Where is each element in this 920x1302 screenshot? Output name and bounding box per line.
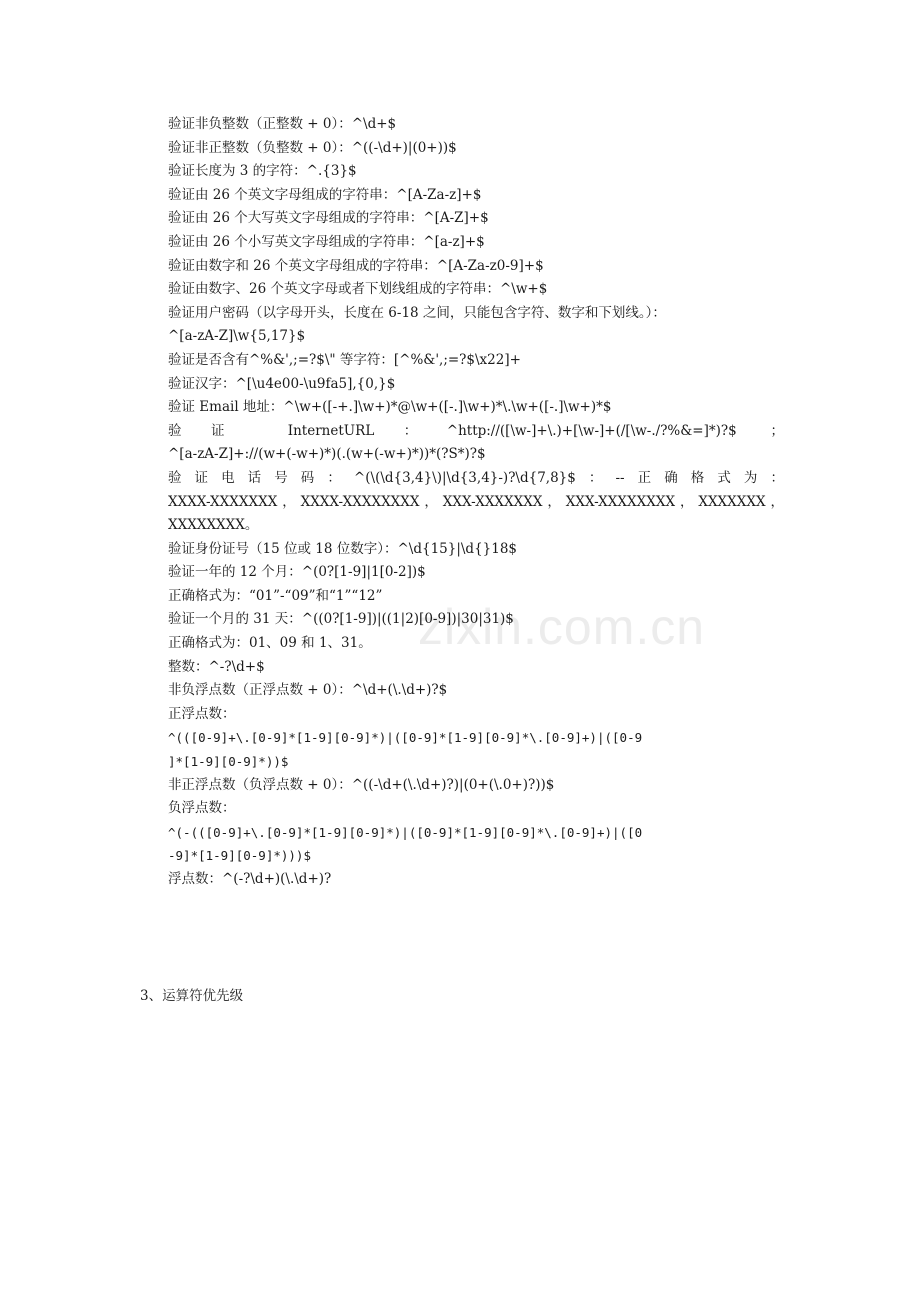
regex-line-length-3: 验证长度为 3 的字符：^.{3}$ [168, 163, 357, 180]
regex-list [168, 113, 784, 892]
regex-line-id-number: 验证身份证号（15 位或 18 位数字）：^\d{15}|\d{}18$ [168, 540, 518, 557]
regex-line-alphanumeric: 验证由数字和 26 个英文字母组成的字符串：^[A-Za-z0-9]+$ [168, 257, 544, 274]
regex-line-nonnegative-float: 非负浮点数（正浮点数 + 0）：^\d+(\.\d+)?$ [168, 682, 448, 699]
regex-line-url-alt: ^[a-zA-Z]+://(w+(-w+)*)(.(w+(-w+)*))*(?S*)?$ [168, 446, 486, 463]
regex-line-special-chars: 验证是否含有^%&',;=?$\" 等字符：[^%&',;=?$\x22]+ [168, 351, 521, 368]
regex-line-password-desc: 验证用户密码（以字母开头，长度在 6-18 之间，只能包含字符、数字和下划线。）： [168, 304, 666, 321]
regex-line-negative-float-pattern: ^(-(([0-9]+\.[0-9]*[1-9][0-9]*)|([0-9]*[1-9][0-9]*\.[0-9]+)|([0 [168, 824, 643, 840]
regex-line-day: 验证一个月的 31 天：^((0?[1-9])|((1|2)[0-9])|30|31)$ [168, 611, 514, 628]
regex-line-letters: 验证由 26 个英文字母组成的字符串：^[A-Za-z]+$ [168, 186, 482, 203]
regex-line-nonnegative-integer: 验证非负整数（正整数 + 0）：^\d+$ [168, 116, 397, 132]
regex-line-month: 验证一年的 12 个月：^(0?[1-9]|1[0-2])$ [168, 564, 426, 581]
regex-line-uppercase: 验证由 26 个大写英文字母组成的字符串：^[A-Z]+$ [168, 210, 489, 227]
regex-line-phone-formats: XXXX-XXXXXXX，XXXX-XXXXXXXX，XXX-XXXXXXX，XXX-XXXXXXXX，XXXXXXX， [168, 493, 784, 510]
watermark: zixin.com.cn [418, 599, 706, 655]
regex-line-float: 浮点数：^(-?\d+)(\.\d+)? [168, 871, 332, 887]
regex-line-negative-float-label: 负浮点数： [168, 800, 236, 817]
regex-line-lowercase: 验证由 26 个小写英文字母组成的字符串：^[a-z]+$ [168, 233, 485, 250]
regex-line-integer: 整数：^-?\d+$ [168, 658, 265, 675]
section-heading-operator-precedence: 3、运算符优先级 [140, 988, 244, 1004]
regex-line-phone: 验证电话号码：^(\(\d{3,4}\)|\d{3,4}-)?\d{7,8}$：--正确格式为： [168, 469, 784, 486]
regex-line-positive-float-pattern: ^(([0-9]+\.[0-9]*[1-9][0-9]*)|([0-9]*[1-9][0-9]*\.[0-9]+)|([0-9 [168, 730, 643, 746]
regex-line-nonpositive-integer: 验证非正整数（负整数 + 0）：^((-\d+)|(0+))$ [168, 139, 457, 156]
regex-line-month-format: 正确格式为：“01”-“09”和“1”“12” [168, 587, 383, 604]
regex-line-url: 验证 InternetURL：^http://([\w-]+\.)+[\w-]+(/[\w-./?%&=]*)?$ ； [168, 422, 784, 439]
regex-line-nonpositive-float: 非正浮点数（负浮点数 + 0）：^((-\d+(\.\d+)?)|(0+(\.0+)?))$ [168, 776, 555, 793]
regex-line-negative-float-pattern-end: -9]*[1-9][0-9]*)))$ [168, 848, 311, 864]
regex-line-positive-float-pattern-end: ]*[1-9][0-9]*))$ [168, 754, 289, 770]
regex-line-positive-float-label: 正浮点数： [168, 705, 236, 722]
regex-line-chinese: 验证汉字：^[\u4e00-\u9fa5],{0,}$ [168, 375, 396, 392]
regex-line-word-chars: 验证由数字、26 个英文字母或者下划线组成的字符串：^\w+$ [168, 281, 548, 298]
regex-line-password-pattern: ^[a-zA-Z]\w{5,17}$ [168, 328, 306, 345]
regex-line-email: 验证 Email 地址：^\w+([-+.]\w+)*@\w+([-.]\w+)*\.\w+([-.]\w+)*$ [168, 399, 612, 416]
regex-line-day-format: 正确格式为：01、09 和 1、31。 [168, 635, 372, 652]
regex-line-phone-formats-end: XXXXXXXX。 [168, 517, 259, 534]
